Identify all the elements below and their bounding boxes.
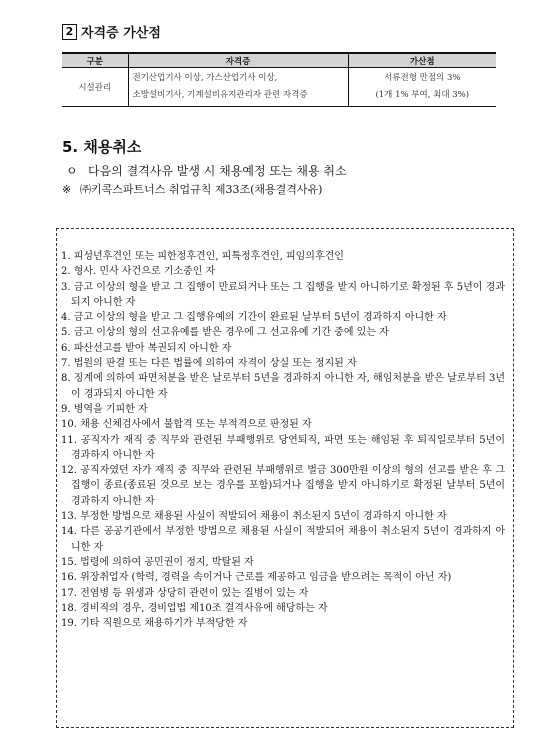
list-item: 7. 법원의 판결 또는 다른 법률에 의하여 자격이 상실 또는 정지된 자	[61, 358, 357, 370]
section-5-heading: 5. 채용취소	[62, 138, 142, 156]
points-line: 서류전형 만점의 3%	[384, 73, 461, 83]
certificate-line: 소방설비기사, 기계설비유지관리자 관련 자격증	[132, 90, 308, 100]
table-header-cell: 가산점	[348, 53, 496, 68]
list-item: 2. 형사. 민사 사건으로 기소중인 자	[61, 266, 216, 278]
list-item: 18. 경비직의 경우, 경비업법 제10조 결격사유에 해당하는 자	[61, 602, 328, 614]
table-row	[62, 68, 496, 107]
list-item: 9. 병역을 기피한 자	[61, 403, 148, 415]
list-item: 8. 징계에 의하여 파면처분을 받은 날로부터 5년을 경과하지 아니한 자, 해임처분을 받은 날로부터 3년이 경과되지 아니한 자	[61, 373, 505, 400]
list-item: 3. 금고 이상의 형을 받고 그 집행이 만료되거나 또는 그 집행을 받지 아니하기로 확정된 후 5년이 경과되지 아니한 자	[61, 281, 505, 308]
list-item: 16. 위장취업자 (학력, 경력을 속이거나 근로를 제공하고 임금을 받으려는 목적이 아닌 자)	[61, 572, 452, 584]
table-header-cell: 자격증	[128, 53, 348, 68]
bullet-marker: ㅇ	[66, 164, 78, 178]
regulation-note	[62, 181, 322, 197]
points-line: (1개 1% 부여, 최대 3%)	[375, 90, 470, 100]
list-item: 15. 법령에 의하여 공민권이 정지, 박탈된 자	[61, 556, 254, 568]
certificate-line: 전기산업기사 이상, 가스산업기사 이상,	[132, 73, 278, 83]
section-number-box: 2	[62, 24, 77, 40]
list-item: 5. 금고 이상의 형의 선고유예를 받은 경우에 그 선고유예 기간 중에 있는 자	[61, 327, 389, 339]
list-item: 11. 공직자가 재직 중 직무와 관련된 부패행위로 당연퇴직, 파면 또는 해임된 후 퇴직일로부터 5년이 경과하지 아니한 자	[61, 434, 505, 461]
list-item: 4. 금고 이상의 형을 받고 그 집행유예의 기간이 완료된 날부터 5년이 경과하지 아니한 자	[61, 312, 447, 324]
section-2-title: 자격증 가산점	[81, 26, 161, 41]
list-item: 19. 기타 직원으로 채용하기가 부적당한 자	[61, 618, 248, 630]
points-cell	[348, 68, 496, 107]
list-item: 17. 전염병 등 위생과 상당히 관련이 있는 질병이 있는 자	[61, 587, 309, 599]
list-item: 10. 채용 신체검사에서 불합격 또는 부적격으로 판정된 자	[61, 419, 312, 431]
cancellation-bullet	[66, 162, 347, 179]
bullet-text: 다음의 결격사유 발생 시 채용예정 또는 채용 취소	[88, 164, 347, 178]
section-2-heading	[62, 22, 161, 41]
note-marker: ※	[62, 183, 72, 196]
certificate-bonus-table	[62, 52, 496, 107]
list-item: 14. 다른 공공기관에서 부정한 방법으로 채용된 사실이 적발되어 채용이 취소된지 5년이 경과하지 아니한 자	[61, 526, 505, 553]
list-item: 13. 부정한 방법으로 채용된 사실이 적발되어 채용이 취소된지 5년이 경과하지 아니한 자	[61, 511, 447, 523]
list-item: 12. 공직자였던 자가 재직 중 직무와 관련된 부패행위로 벌금 300만원 이상의 형의 선고를 받은 후 그 집행이 종료(종료된 것으로 보는 경우를 포함)되거나 집행을 받지 아니하기로 확정된 날부터 5년이 경과하지 아니한 자	[61, 465, 505, 507]
disqualification-list	[61, 249, 505, 631]
table-header-row	[62, 53, 496, 68]
table-header-cell: 구분	[62, 53, 128, 68]
category-cell: 시설관리	[62, 68, 128, 107]
certificates-cell	[128, 68, 348, 107]
note-text: ㈜키콕스파트너스 취업규칙 제33조(채용결격사유)	[80, 183, 323, 196]
list-item: 1. 피성년후견인 또는 피한정후견인, 피특정후견인, 피임의후견인	[61, 251, 344, 262]
list-item: 6. 파산선고를 받아 복권되지 아니한 자	[61, 342, 232, 354]
